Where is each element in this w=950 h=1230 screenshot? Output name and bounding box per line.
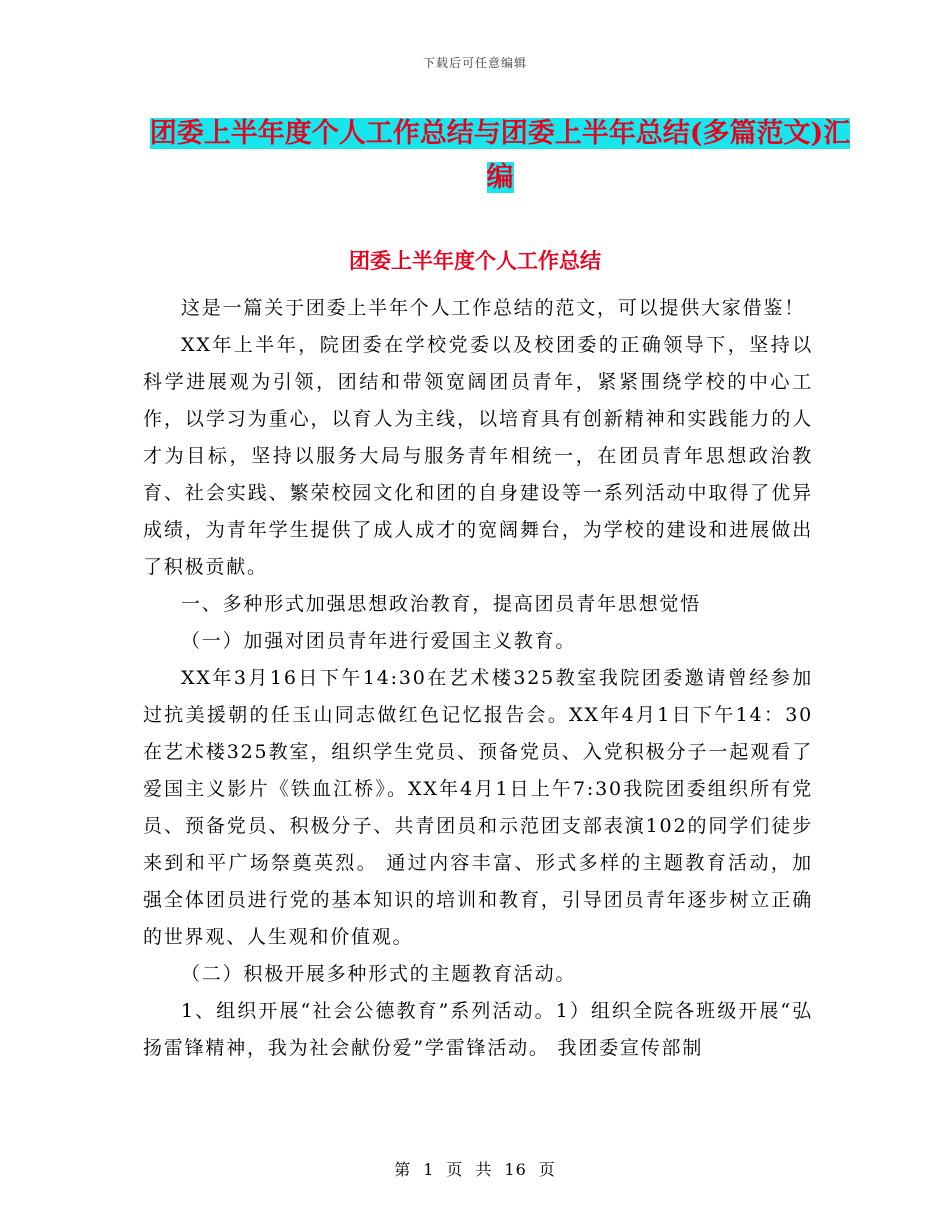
header-note: 下载后可任意编辑 [422, 56, 527, 70]
paragraph: 这是一篇关于团委上半年个人工作总结的范文，可以提供大家借鉴！ [181, 297, 806, 319]
footer-label-ye2: 页 [538, 1160, 556, 1179]
footer-label-ye: 页 [446, 1160, 464, 1179]
paragraph: 1、组织开展“社会公德教育”系列活动。1）组织全院各班级开展“弘扬雷锋精神，我为社会献份爱”学雷锋活动。 我团委宣传部制 [143, 1000, 813, 1059]
footer-label-di: 第 [394, 1160, 412, 1179]
paragraph-subheading: （一）加强对团员青年进行爱国主义教育。 [181, 630, 577, 652]
total-page-count: 16 [504, 1160, 527, 1179]
page-footer [0, 1157, 950, 1180]
current-page-number: 1 [423, 1160, 435, 1179]
paragraph-subheading: （二）积极开展多种形式的主题教育活动。 [181, 963, 577, 985]
footer-label-gong: 共 [475, 1160, 493, 1179]
document-title-text: 团委上半年度个人工作总结与团委上半年总结(多篇范文)汇编 [149, 118, 851, 193]
section-title: 团委上半年度个人工作总结 [349, 248, 601, 273]
paragraph-heading: 一、多种形式加强思想政治教育，提高团员青年思想觉悟 [181, 593, 702, 615]
paragraph: XX年上半年，院团委在学校党委以及校团委的正确领导下，坚持以科学进展观为引领，团结和带领宽阔团员青年，紧紧围绕学校的中心工作，以学习为重心，以育人为主线，以培育具有创新精神和实践能力的人才为目标，坚持以服务大局与服务青年相统一，在团员青年思想政治教育、社会实践、繁荣校园文化和团的自身建设等一系列活动中取得了优异成绩，为青年学生提供了成人成才的宽阔舞台，为学校的建设和进展做出了积极贡献。 [143, 334, 813, 578]
document-title [140, 112, 860, 200]
paragraph: XX年3月16日下午14:30在艺术楼325教室我院团委邀请曾经参加过抗美援朝的任玉山同志做红色记忆报告会。XX年4月1日下午14：30在艺术楼325教室，组织学生党员、预备党员、入党积极分子一起观看了爱国主义影片《铁血江桥》。XX年4月1日上午7:30我院团委组织所有党员、预备党员、积极分子、共青团员和示范团支部表演102的同学们徒步来到和平广场祭奠英烈。 通过内容丰富、形式多样的主题教育活动，加强全体团员进行党的基本知识的培训和教育，引导团员青年逐步树立正确的世界观、人生观和价值观。 [143, 667, 813, 948]
body-text [143, 290, 813, 1067]
